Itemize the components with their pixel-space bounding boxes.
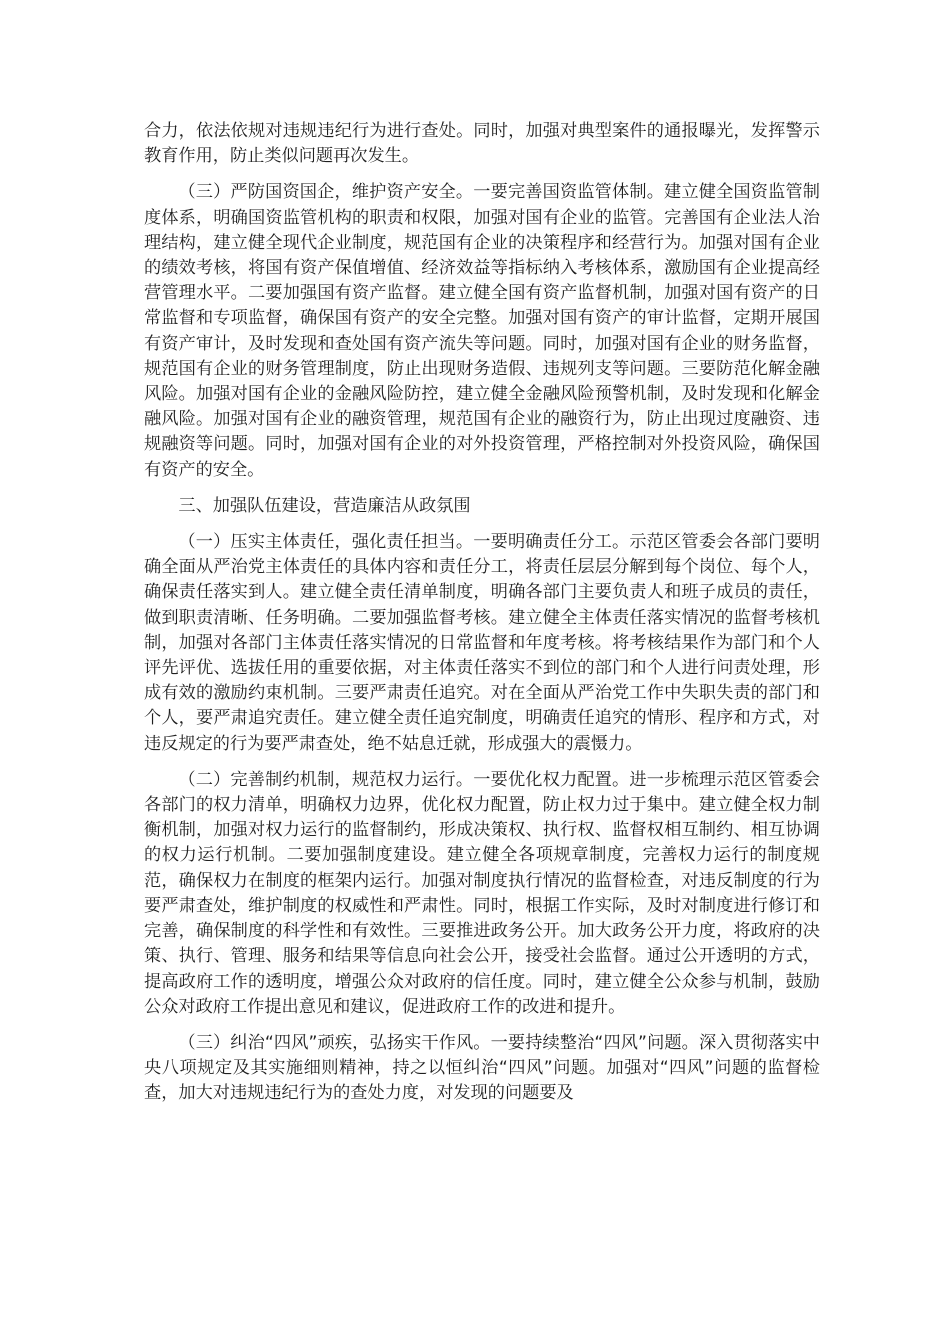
paragraph-power-constraint: （二）完善制约机制，规范权力运行。一要优化权力配置。进一步梳理示范区管委会各部门的权力清单，明确权力边界，优化权力配置，防止权力过于集中。建立健全权力制衡机制，加强对权力运行的监督制约，形成决策权、执行权、监督权相互制约、相互协调的权力运行机制。二要加强制度建设。建立健全各项规章制度，完善权力运行的制度规范，确保权力在制度的框架内运行。加强对制度执行情况的监督检查，对违反制度的行为要严肃查处，维护制度的权威性和严肃性。同时，根据工作实际，及时对制度进行修订和完善，确保制度的科学性和有效性。三要推进政务公开。加大政务公开力度，将政府的决策、执行、管理、服务和结果等信息向社会公开，接受社会监督。通过公开透明的方式，提高政府工作的透明度，增强公众对政府的信任度。同时，建立健全公众参与机制，鼓励公众对政府工作提出意见和建议，促进政府工作的改进和提升。 [144, 769, 820, 1017]
paragraph-four-winds: （三）纠治“四风”顽疾，弘扬实干作风。一要持续整治“四风”问题。深入贯彻落实中央八项规定及其实施细则精神，持之以恒纠治“四风”问题。加强对“四风”问题的监督检查，加大对违规违纪行为的查处力度，对发现的问题要及 [144, 1032, 820, 1104]
paragraph-state-assets: （三）严防国资国企，维护资产安全。一要完善国资监管体制。建立健全国资监管制度体系，明确国资监管机构的职责和权限，加强对国有企业的监管。完善国有企业法人治理结构，建立健全现代企业制度，规范国有企业的决策程序和经营行为。加强对国有企业的绩效考核，将国有资产保值增值、经济效益等指标纳入考核体系，激励国有企业提高经营管理水平。二要加强国有资产监督。建立健全国有资产监督机制，加强对国有资产的日常监督和专项监督，确保国有资产的安全完整。加强对国有资产的审计监督，定期开展国有资产审计，及时发现和查处国有资产流失等问题。同时，加强对国有企业的财务监督，规范国有企业的财务管理制度，防止出现财务造假、违规列支等问题。三要防范化解金融风险。加强对国有企业的金融风险防控，建立健全金融风险预警机制，及时发现和化解金融风险。加强对国有企业的融资管理，规范国有企业的融资行为，防止出现过度融资、违规融资等问题。同时，加强对国有企业的对外投资管理，严格控制对外投资风险，确保国有资产的安全。 [144, 182, 820, 480]
section-heading-team-building: 三、加强队伍建设，营造廉洁从政氛围 [178, 495, 471, 516]
paragraph-continuation: 合力，依法依规对违规违纪行为进行查处。同时，加强对典型案件的通报曝光，发挥警示教育作用，防止类似问题再次发生。 [144, 121, 820, 167]
paragraph-main-responsibility: （一）压实主体责任，强化责任担当。一要明确责任分工。示范区管委会各部门要明确全面从严治党主体责任的具体内容和责任分工，将责任层层分解到每个岗位、每个人，确保责任落实到人。建立健全责任清单制度，明确各部门主要负责人和班子成员的责任，做到职责清晰、任务明确。二要加强监督考核。建立健全主体责任落实情况的监督考核机制，加强对各部门主体责任落实情况的日常监督和年度考核。将考核结果作为部门和个人评先评优、选拔任用的重要依据，对主体责任落实不到位的部门和个人进行问责处理，形成有效的激励约束机制。三要严肃责任追究。对在全面从严治党工作中失职失责的部门和个人，要严肃追究责任。建立健全责任追究制度，明确责任追究的情形、程序和方式，对违反规定的行为要严肃查处，绝不姑息迁就，形成强大的震慑力。 [144, 532, 820, 754]
